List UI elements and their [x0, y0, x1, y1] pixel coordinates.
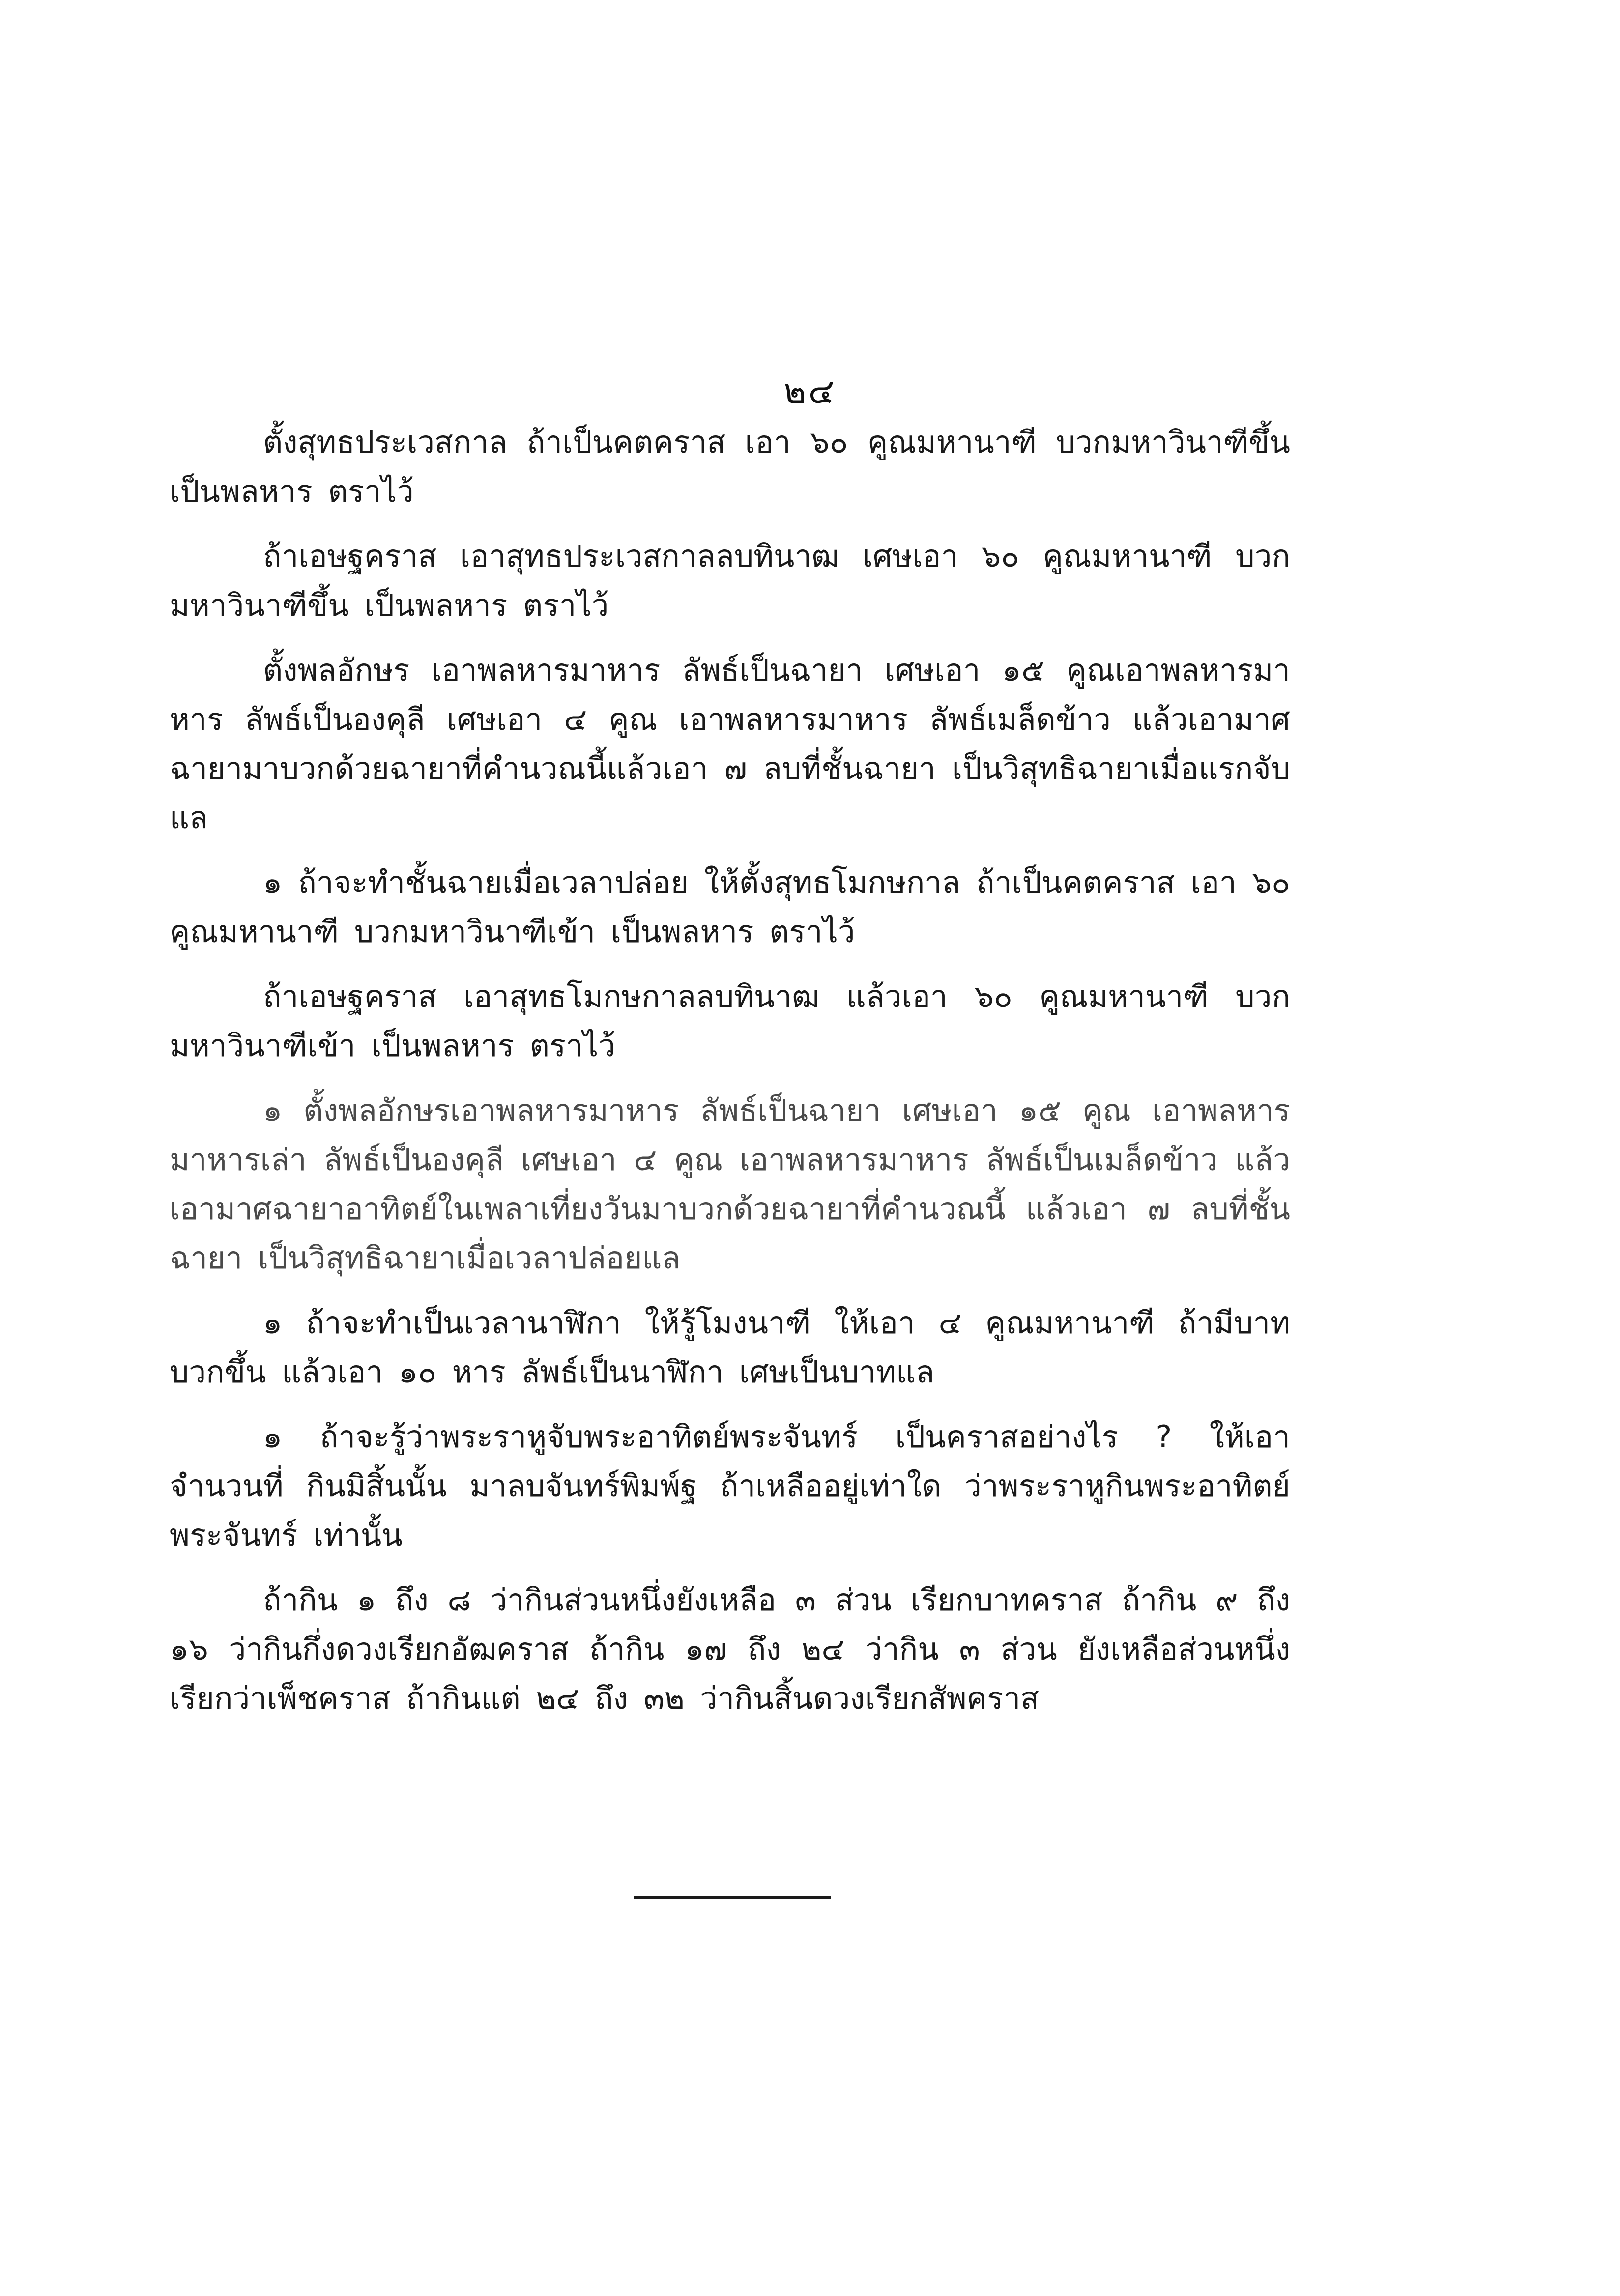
- body-text: [170, 418, 1290, 1739]
- paragraph-4: ๑ ถ้าจะทำชั้นฉายเมื่อเวลาปล่อย ให้ตั้งสุทธโมกษกาล ถ้าเป็นคตคราส เอา ๖๐ คูณมหานาฑี บวกมหาวินาฑีเข้า เป็นพลหาร ตราไว้: [170, 864, 1290, 949]
- section-divider: [634, 1896, 831, 1899]
- paragraph-5: ถ้าเอษฐคราส เอาสุทธโมกษกาลลบทินาฒ แล้วเอา ๖๐ คูณมหานาฑี บวก มหาวินาฑีเข้า เป็นพลหาร ตราไว้: [170, 978, 1290, 1063]
- paragraph-3: ตั้งพลอักษร เอาพลหารมาหาร ลัพธ์เป็นฉายา เศษเอา ๑๕ คูณเอาพลหารมา หาร ลัพธ์เป็นองคุลี เศษเอา ๔ คูณ เอาพลหารมาหาร ลัพธ์เมล็ดข้าว แล้วเอามาศ ฉายามาบวกด้วยฉายาที่คำนวณนี้แล้วเอา ๗ ลบที่ชั้นฉายา เป็นวิสุทธิฉายาเมื่อแรกจับแล: [170, 652, 1290, 835]
- paragraph-6: ๑ ตั้งพลอักษรเอาพลหารมาหาร ลัพธ์เป็นฉายา เศษเอา ๑๕ คูณ เอาพลหาร มาหารเล่า ลัพธ์เป็นองคุลี เศษเอา ๔ คูณ เอาพลหารมาหาร ลัพธ์เป็นเมล็ดข้าว แล้ว เอามาศฉายาอาทิตย์ในเพลาเที่ยงวันมาบวกด้วยฉายาที่คำนวณนี้ แล้วเอา ๗ ลบที่ชั้น ฉายา เป็นวิสุทธิฉายาเมื่อเวลาปล่อยแล: [170, 1092, 1290, 1276]
- paragraph-8: ๑ ถ้าจะรู้ว่าพระราหูจับพระอาทิตย์พระจันทร์ เป็นคราสอย่างไร ? ให้เอาจำนวนที่ กินมิสิ้นนั้น มาลบจันทร์พิมพ์ฐ ถ้าเหลืออยู่เท่าใด ว่าพระราหูกินพระอาทิตย์ พระจันทร์ เท่านั้น: [170, 1419, 1290, 1553]
- paragraph-1: ตั้งสุทธประเวสกาล ถ้าเป็นคตคราส เอา ๖๐ คูณมหานาฑี บวกมหาวินาฑีขึ้น เป็นพลหาร ตราไว้: [170, 424, 1290, 509]
- paragraph-7: ๑ ถ้าจะทำเป็นเวลานาฬิกา ให้รู้โมงนาฑี ให้เอา ๔ คูณมหานาฑี ถ้ามีบาท บวกขึ้น แล้วเอา ๑๐ หาร ลัพธ์เป็นนาฬิกา เศษเป็นบาทแล: [170, 1305, 1290, 1390]
- page-number: ๒๔: [783, 371, 837, 411]
- paragraph-9: ถ้ากิน ๑ ถึง ๘ ว่ากินส่วนหนึ่งยังเหลือ ๓ ส่วน เรียกบาทคราส ถ้ากิน ๙ ถึง ๑๖ ว่ากินกึ่งดวงเรียกอัฒคราส ถ้ากิน ๑๗ ถึง ๒๔ ว่ากิน ๓ ส่วน ยังเหลือส่วนหนึ่ง เรียกว่าเพ็ชคราส ถ้ากินแต่ ๒๔ ถึง ๓๒ ว่ากินสิ้นดวงเรียกสัพคราส: [170, 1582, 1290, 1716]
- paragraph-2: ถ้าเอษฐคราส เอาสุทธประเวสกาลลบทินาฒ เศษเอา ๖๐ คูณมหานาฑี บวก มหาวินาฑีขึ้น เป็นพลหาร ตราไว้: [170, 538, 1290, 623]
